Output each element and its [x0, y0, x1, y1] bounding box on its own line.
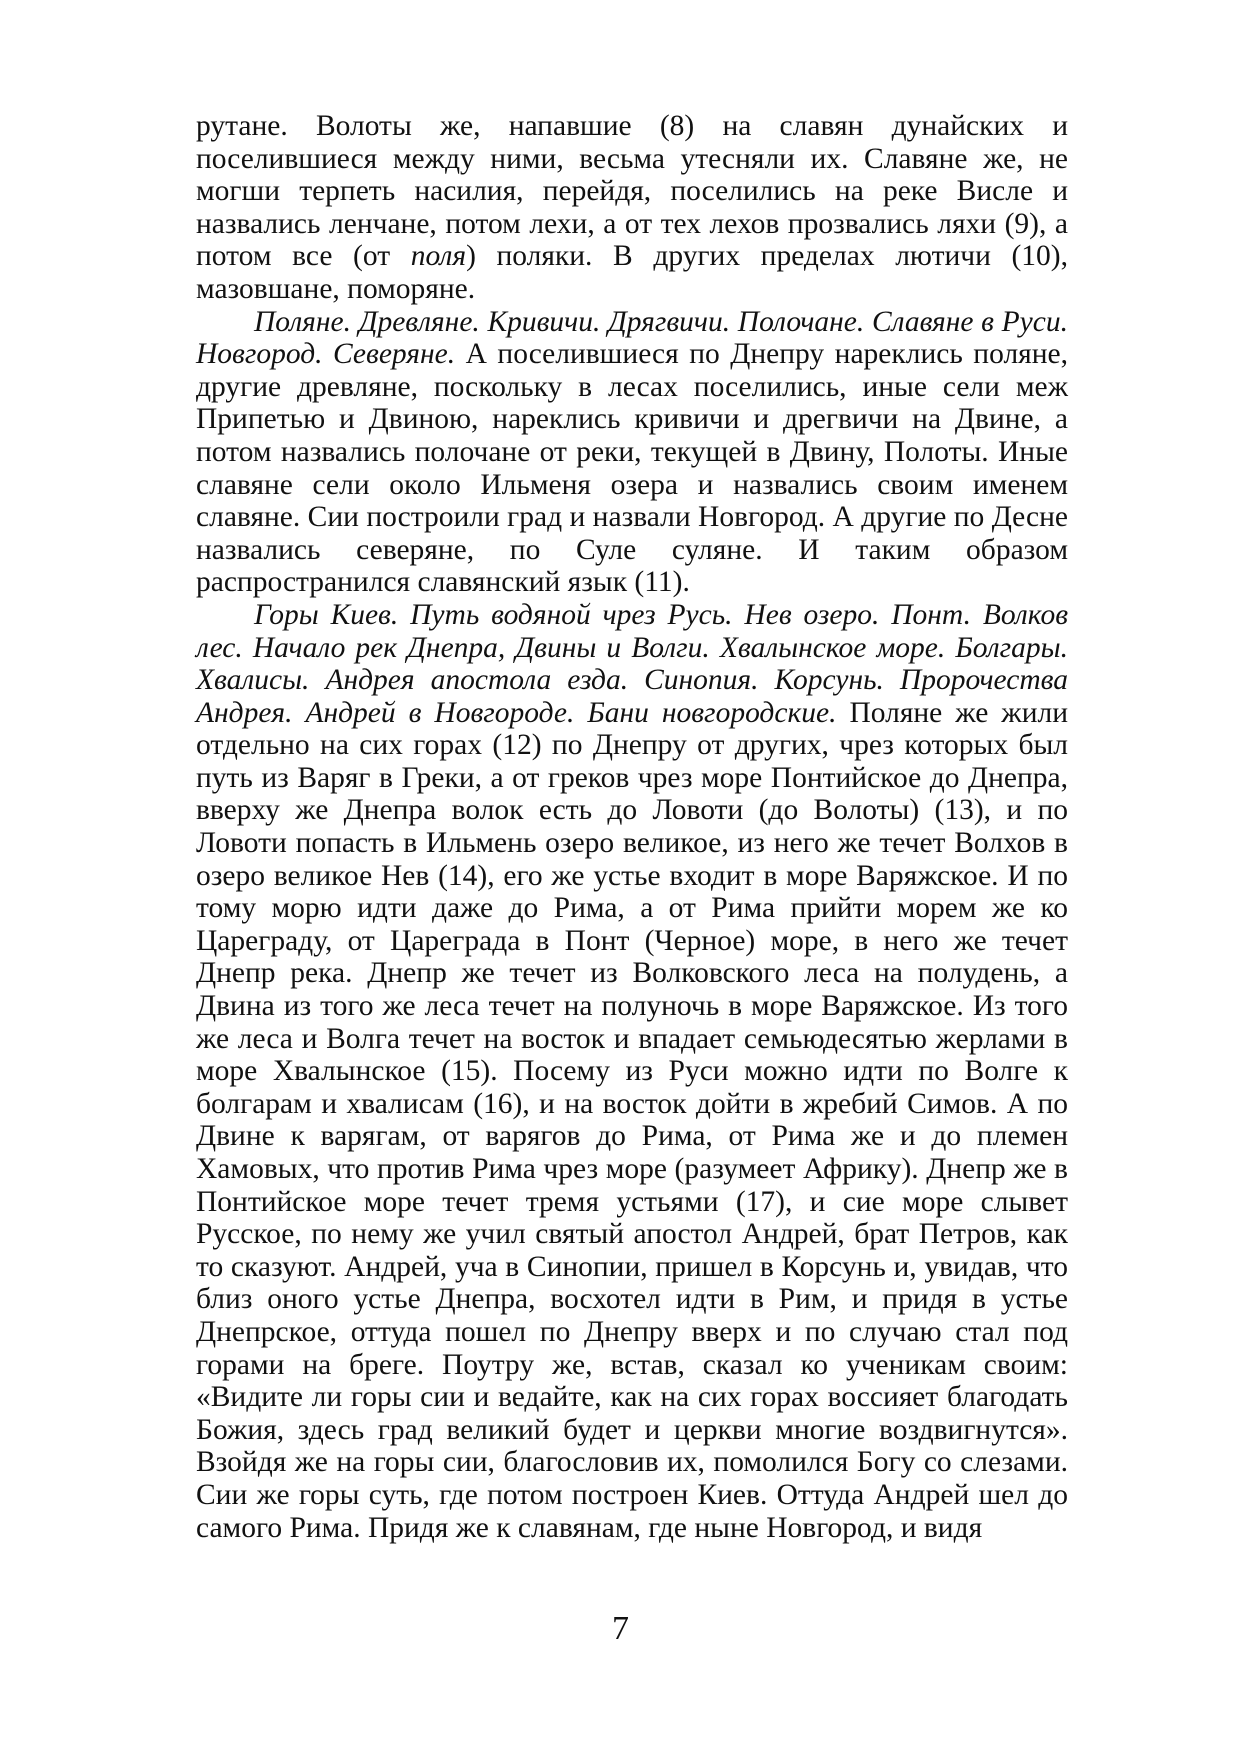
paragraph-1-text-a: рутане. Волоты же, напавшие (8) на славян дунайских и поселившиеся между ними, весьма утесняли их. Славяне же, не могши терпеть насилия, перейдя, поселились на реке Висле и назвались ленчане, потом лехи, а от тех лехов прозвались ляхи (9), а потом все (от [196, 110, 1068, 273]
paragraph-2 [196, 306, 1068, 599]
paragraph-1-text-b: ) поляки. В других пределах лютичи (10), мазовшане, поморяне. [196, 240, 1069, 305]
paragraph-1 [196, 110, 1068, 306]
paragraph-2-body: А поселившиеся по Днепру нареклись поляне, другие древляне, поскольку в лесах поселились, иные сели меж Припетью и Двиною, нареклись кривичи и дрегвичи на Двине, а потом назвались полочане от реки, текущей в Двину, Полоты. Иные славяне сели около Ильменя озера и назвались своим именем славяне. Сии построили град и назвали Новгород. А другие по Десне назвались северяне, по Суле суляне. И таким образом распространился славянский язык (11). [196, 338, 1068, 599]
paragraph-3-heading: Горы Киев. Путь водяной чрез Русь. Нев озеро. Понт. Волков лес. Начало рек Днепра, Двины и Волги. Хвалынское море. Болгары. Хвалисы. Андрея апостола езда. Синопия. Корсунь. Пророчества Андрея. Андрей в Новгороде. Бани новгородские. [196, 598, 1068, 729]
paragraph-1-italic-word: поля [410, 240, 467, 273]
page-number: 7 [612, 1610, 629, 1647]
paragraph-3-body: Поляне же жили отдельно на сих горах (12) по Днепру от других, чрез которых был путь из Варяг в Греки, а от греков чрез море Понтийское до Днепра, вверху же Днепра волок есть до Ловоти (до Волоты) (13), и по Ловоти попасть в Ильмень озеро великое, из него же течет Волхов в озеро великое Нев (14), его же устье входит в море Варяжское. И по тому морю идти даже до Рима, а от Рима прийти морем же ко Цареграду, от Цареграда в Понт (Черное) море, в него же течет Днепр река. Днепр же течет из Волковского леса на полудень, а Двина из того же леса течет на полуночь в море Варяжское. Из того же леса и Волга течет на восток и впадает семьюдесятью жерлами в море Хвалынское (15). Посему из Руси можно идти по Волге к болгарам и хвалисам (16), и на восток дойти в жребий Симов. А по Двине к варягам, от варягов до Рима, от Рима же и до племен Хамовых, что против Рима чрез море (разумеет Африку). Днепр же в Понтийское море течет тремя устьями (17), и сие море слывет Русское, по нему же учил святый апостол Андрей, брат Петров, как то сказуют. Андрей, уча в Синопии, пришел в Корсунь и, увидав, что близ оного устье Днепра, восхотел идти в Рим, и придя в устье Днепрское, оттуда пошел по Днепру вверх и по случаю стал под горами на бреге. Поутру же, встав, сказал ко ученикам своим: «Видите ли горы сии и ведайте, как на сих горах воссияет благодать Божия, здесь град великий будет и церкви многие воздвигнутся». Взойдя же на горы сии, благословив их, помолился Богу со слезами. Сии же горы суть, где потом построен Киев. Оттуда Андрей шел до самого Рима. Придя же к славянам, где ныне Новгород, и видя [196, 696, 1068, 1544]
page-text [196, 110, 1068, 1544]
paragraph-3 [196, 599, 1068, 1544]
paragraph-2-heading: Поляне. Древляне. Кривичи. Дрягвичи. Полочане. Славяне в Руси. Новгород. Северяне. [196, 305, 1068, 371]
